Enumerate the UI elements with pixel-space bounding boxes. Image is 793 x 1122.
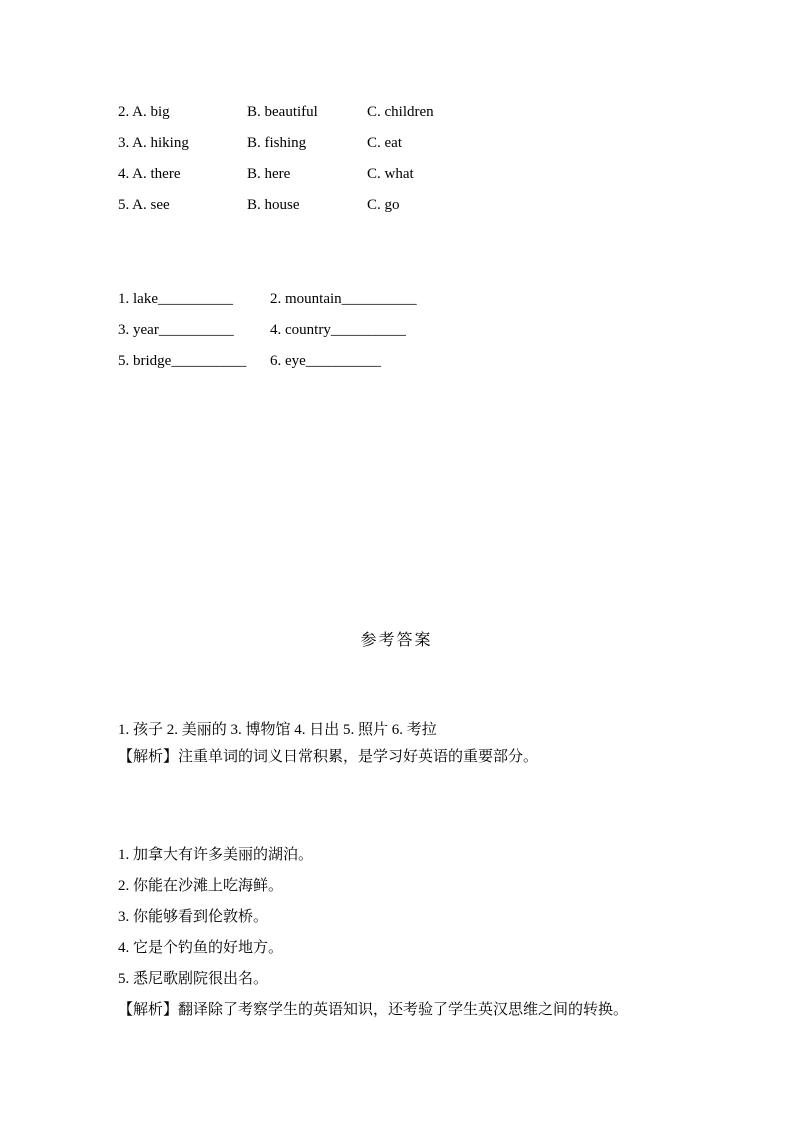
choice-4-c: C. what — [367, 166, 414, 182]
word-answers-line: 1. 孩子 2. 美丽的 3. 博物馆 4. 日出 5. 照片 6. 考拉 — [118, 722, 437, 738]
choice-row-3 — [118, 128, 678, 159]
vocab-item-1: 1. lake__________ — [118, 291, 233, 307]
sentence-answer-1: 1. 加拿大有许多美丽的湖泊。 — [118, 847, 314, 863]
vocab-item-3: 3. year__________ — [118, 322, 234, 338]
choice-3-c: C. eat — [367, 135, 402, 151]
sentence-answers-section — [118, 840, 678, 995]
choice-row-2 — [118, 97, 678, 128]
vocab-row-3 — [118, 346, 678, 377]
answer-key-title: 参考答案 — [360, 632, 433, 649]
vocab-row-2 — [118, 315, 678, 346]
choice-3-b: B. fishing — [247, 135, 307, 151]
sentence-answer-4: 4. 它是个钓鱼的好地方。 — [118, 940, 284, 956]
choice-5-a: 5. A. see — [118, 197, 170, 213]
word-analysis-line: 【解析】注重单词的词义日常积累，是学习好英语的重要部分。 — [118, 749, 539, 765]
choice-2-a: 2. A. big — [118, 104, 170, 120]
choice-5-b: B. house — [247, 197, 300, 213]
sentence-analysis-line: 【解析】翻译除了考察学生的英语知识，还考验了学生英汉思维之间的转换。 — [118, 1002, 629, 1018]
choice-3-a: 3. A. hiking — [118, 135, 189, 151]
vocab-item-6: 6. eye__________ — [270, 353, 381, 369]
vocab-item-4: 4. country__________ — [270, 322, 406, 338]
choice-row-4 — [118, 159, 678, 190]
choice-4-b: B. here — [247, 166, 291, 182]
multiple-choice-section — [118, 97, 678, 221]
choice-4-a: 4. A. there — [118, 166, 181, 182]
choice-row-5 — [118, 190, 678, 221]
choice-2-c: C. children — [367, 104, 434, 120]
sentence-answer-3: 3. 你能够看到伦敦桥。 — [118, 909, 269, 925]
vocab-item-5: 5. bridge__________ — [118, 353, 247, 369]
choice-5-c: C. go — [367, 197, 400, 213]
vocab-item-2: 2. mountain__________ — [270, 291, 417, 307]
choice-2-b: B. beautiful — [247, 104, 318, 120]
sentence-answer-5: 5. 悉尼歌剧院很出名。 — [118, 971, 269, 987]
vocab-row-1 — [118, 284, 678, 315]
sentence-answer-2: 2. 你能在沙滩上吃海鲜。 — [118, 878, 284, 894]
vocabulary-section — [118, 284, 678, 377]
